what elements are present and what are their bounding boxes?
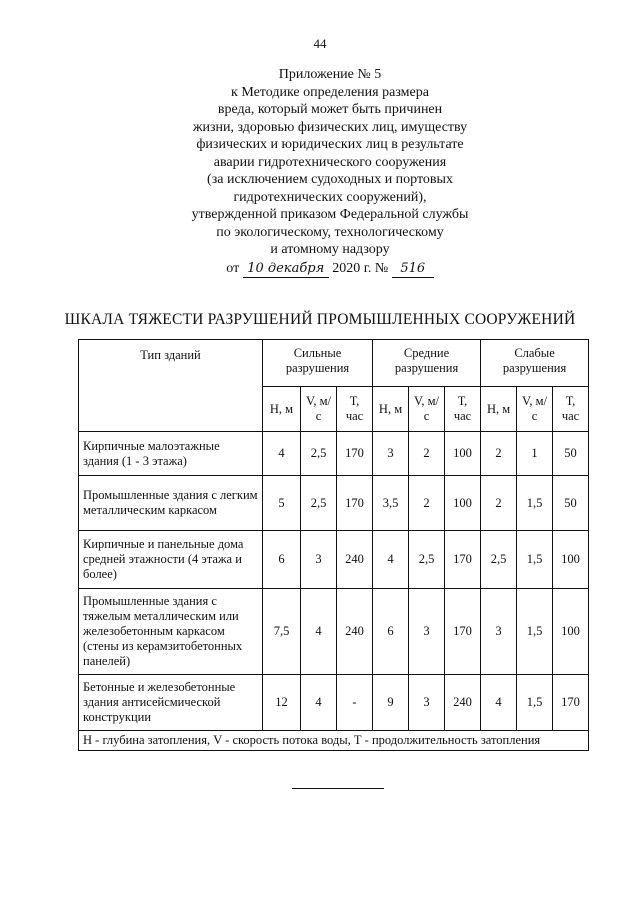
value-cell: - (337, 675, 373, 731)
header-group-strong: Сильные разрушения (263, 340, 373, 387)
value-cell: 2 (481, 476, 517, 531)
value-cell: 3 (373, 432, 409, 476)
value-cell: 3 (409, 675, 445, 731)
appendix-line: к Методике определения размера (231, 84, 429, 100)
table-legend: Н - глубина затопления, V - скорость потока воды, Т - продолжительность затопления (79, 731, 589, 751)
header-unit-v: V, м/с (517, 387, 553, 432)
value-cell: 9 (373, 675, 409, 731)
table-row (79, 531, 589, 589)
value-cell: 240 (337, 531, 373, 589)
appendix-line: Приложение № 5 (278, 67, 382, 82)
value-cell: 3,5 (373, 476, 409, 531)
appendix-header (120, 66, 540, 278)
table-row (79, 589, 589, 675)
handwritten-date: 10 декабря (243, 260, 329, 279)
value-cell: 170 (445, 589, 481, 675)
value-cell: 4 (301, 589, 337, 675)
value-cell: 100 (553, 531, 589, 589)
building-type-cell: Кирпичные малоэтажные здания (1 - 3 этажа) (79, 432, 263, 476)
page-number: 44 (313, 36, 327, 51)
appendix-line: утвержденной приказом Федеральной службы (191, 207, 469, 222)
appendix-line: по экологическому, технологическому (216, 224, 444, 240)
appendix-line: (за исключением судоходных и портовых (207, 172, 453, 187)
value-cell: 2,5 (301, 432, 337, 476)
appendix-line: вреда, который может быть причинен (217, 102, 443, 117)
value-cell: 3 (301, 531, 337, 589)
value-cell: 3 (409, 589, 445, 675)
header-unit-t: Т, час (553, 387, 589, 432)
value-cell: 2 (409, 476, 445, 531)
appendix-line: физических и юридических лиц в результате (196, 137, 464, 152)
value-cell: 2,5 (301, 476, 337, 531)
value-cell: 4 (373, 531, 409, 589)
value-cell: 240 (337, 589, 373, 675)
value-cell: 2,5 (409, 531, 445, 589)
value-cell: 50 (553, 432, 589, 476)
building-type-cell: Промышленные здания с легким металлическим каркасом (79, 476, 263, 531)
handwritten-order-number: 516 (392, 260, 434, 279)
appendix-line: жизни, здоровью физических лиц, имуществу (192, 119, 468, 135)
document-title: ШКАЛА ТЯЖЕСТИ РАЗРУШЕНИЙ ПРОМЫШЛЕННЫХ СООРУЖЕНИЙ (64, 311, 576, 328)
value-cell: 4 (263, 432, 301, 476)
table-row (79, 476, 589, 531)
order-date-line (120, 260, 540, 279)
value-cell: 1,5 (517, 675, 553, 731)
value-cell: 1 (517, 432, 553, 476)
header-group-weak: Слабые разрушения (481, 340, 589, 387)
value-cell: 100 (553, 589, 589, 675)
header-unit-h: Н, м (263, 387, 301, 432)
value-cell: 170 (445, 531, 481, 589)
building-type-cell: Промышленные здания с тяжелым металлическим или железобетонным каркасом (стены из керамзитобетонных панелей) (79, 589, 263, 675)
value-cell: 50 (553, 476, 589, 531)
value-cell: 100 (445, 432, 481, 476)
building-type-cell: Кирпичные и панельные дома средней этажности (4 этажа и более) (79, 531, 263, 589)
value-cell: 3 (481, 589, 517, 675)
value-cell: 2 (481, 432, 517, 476)
legend-row (79, 731, 589, 751)
value-cell: 170 (337, 432, 373, 476)
value-cell: 2 (409, 432, 445, 476)
value-cell: 240 (445, 675, 481, 731)
value-cell: 2,5 (481, 531, 517, 589)
damage-scale-table (78, 339, 589, 751)
order-year: 2020 г. № (332, 260, 389, 276)
building-type-cell: Бетонные и железобетонные здания антисейсмической конструкции (79, 675, 263, 731)
value-cell: 5 (263, 476, 301, 531)
header-unit-v: V, м/с (409, 387, 445, 432)
value-cell: 170 (553, 675, 589, 731)
header-unit-v: V, м/с (301, 387, 337, 432)
value-cell: 12 (263, 675, 301, 731)
value-cell: 4 (301, 675, 337, 731)
appendix-line: аварии гидротехнического сооружения (213, 154, 447, 170)
appendix-line: гидротехнических сооружений), (233, 189, 427, 205)
value-cell: 100 (445, 476, 481, 531)
value-cell: 4 (481, 675, 517, 731)
appendix-line: и атомному надзору (270, 242, 390, 257)
value-cell: 1,5 (517, 531, 553, 589)
table-row (79, 432, 589, 476)
value-cell: 1,5 (517, 476, 553, 531)
order-prefix: от (226, 260, 240, 276)
header-unit-h: Н, м (373, 387, 409, 432)
table-row (79, 675, 589, 731)
closing-rule (292, 788, 384, 789)
value-cell: 1,5 (517, 589, 553, 675)
header-building-type: Тип зданий (79, 340, 263, 432)
header-group-medium: Средние разрушения (373, 340, 481, 387)
header-unit-t: Т, час (337, 387, 373, 432)
value-cell: 7,5 (263, 589, 301, 675)
header-unit-t: Т, час (445, 387, 481, 432)
value-cell: 170 (337, 476, 373, 531)
header-unit-h: Н, м (481, 387, 517, 432)
value-cell: 6 (263, 531, 301, 589)
value-cell: 6 (373, 589, 409, 675)
